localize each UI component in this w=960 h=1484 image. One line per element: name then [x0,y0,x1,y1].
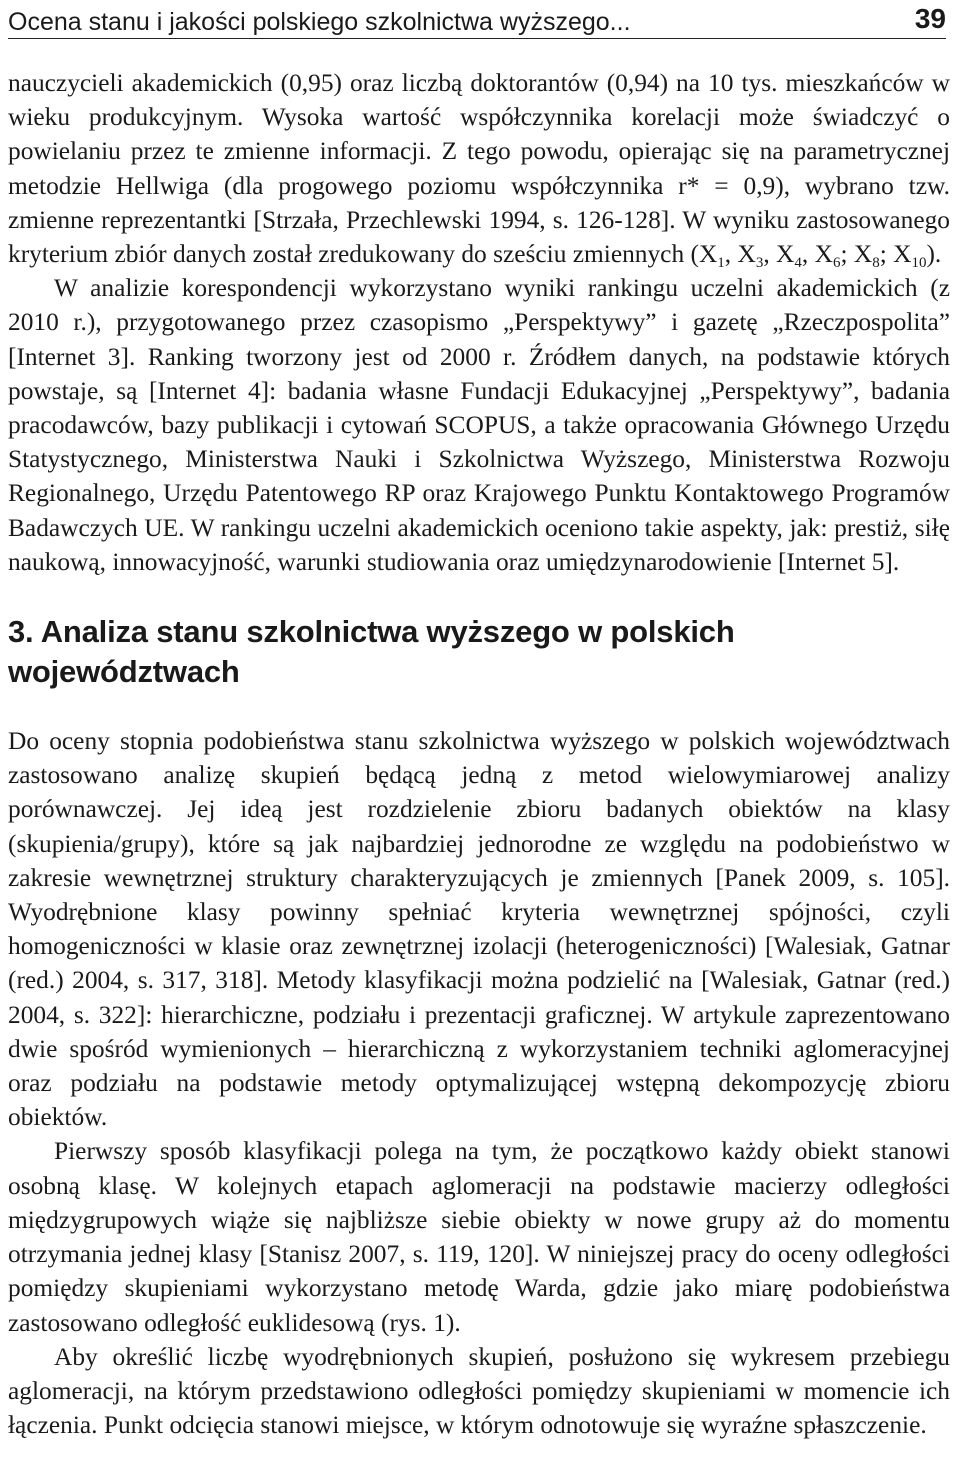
running-title: Ocena stanu i jakości polskiego szkolnictwa wyższego... [8,8,631,36]
paragraph-1: nauczycieli akademickich (0,95) oraz liczbą doktorantów (0,94) na 10 tys. mieszkańców w wieku produkcyjnym. Wysoka wartość współczynnika korelacji może świadczyć o powielaniu przez te zmienne informacji. Z tego powodu, opierając się na parametrycznej metodzie Hellwiga (dla progowego poziomu współczynnika r* = 0,9), wybrano tzw. zmienne reprezentantki [Strzała, Przechlewski 1994, s. 126-128]. W wyniku zastosowanego kryterium zbiór danych został zredukowany do sześciu zmiennych ($X_1$, $X_3$, $X_4$, $X_6$; $X_8$; $X_{10}$). [8,69,950,272]
paragraph-4: Pierwszy sposób klasyfikacji polega na tym, że początkowo każdy obiekt stanowi osobną klasę. W kolejnych etapach aglomeracji na podstawie macierzy odległości międzygrupowych wiąże się najbliższe siebie obiekty w nowe grupy aż do momentu otrzymania jednej klasy [Stanisz 2007, s. 119, 120]. W niniejszej pracy do oceny odległości pomiędzy skupieniami wykorzystano metodę Warda, gdzie jako miarę podobieństwa zastosowano odległość euklidesową (rys. 1). [8,1137,950,1337]
body-text [8,66,950,1442]
section-heading: 3. Analiza stanu szkolnictwa wyższego w polskich województwach [8,614,735,690]
paragraph-2: W analizie korespondencji wykorzystano wyniki rankingu uczelni akademickich (z 2010 r.), przygotowanego przez czasopismo „Perspektywy” i gazetę „Rzeczpospolita” [Internet 3]. Ranking tworzony jest od 2000 r. Źródłem danych, na podstawie których powstaje, są [Internet 4]: badania własne Fundacji Edukacyjnej „Perspektywy”, badania pracodawców, bazy publikacji i cytowań SCOPUS, a także opracowania Głównego Urzędu Statystycznego, Ministerstwa Nauki i Szkolnictwa Wyższego, Ministerstwa Rozwoju Regionalnego, Urzędu Patentowego RP oraz Krajowego Punktu Kontaktowego Programów Badawczych UE. W rankingu uczelni akademickich oceniono takie aspekty, jak: prestiż, siłę naukową, innowacyjność, warunki studiowania oraz umiędzynarodowienie [Internet 5]. [8,274,950,576]
page-number: 39 [914,3,946,34]
running-header [8,2,946,39]
paragraph-5: Aby określić liczbę wyodrębnionych skupień, posłużono się wykresem przebiegu aglomeracji, na którym przedstawiono odległości pomiędzy skupieniami w momencie ich łączenia. Punkt odcięcia stanowi miejsce, w którym odnotowuje się wyraźne spłaszczenie. [8,1342,950,1440]
paragraph-3: Do oceny stopnia podobieństwa stanu szkolnictwa wyższego w polskich województwach zastosowano analizę skupień będącą jedną z metod wielowymiarowej analizy porównawczej. Jej ideą jest rozdzielenie zbioru badanych obiektów na klasy (skupienia/grupy), które są jak najbardziej jednorodne ze względu na podobieństwo w zakresie wewnętrznej struktury charakteryzujących je zmiennych [Panek 2009, s. 105]. Wyodrębnione klasy powinny spełniać kryteria wewnętrznej spójności, czyli homogeniczności w klasie oraz zewnętrznej izolacji (heterogeniczności) [Walesiak, Gatnar (red.) 2004, s. 317, 318]. Metody klasyfikacji można podzielić na [Walesiak, Gatnar (red.) 2004, s. 322]: hierarchiczne, podziału i prezentacji graficznej. W artykule zaprezentowano dwie spośród wymienionych – hierarchiczną z wykorzystaniem techniki aglomeracyjnej oraz podziału na podstawie metody optymalizującej wstępną dekompozycję zbioru obiektów. [8,727,950,1132]
